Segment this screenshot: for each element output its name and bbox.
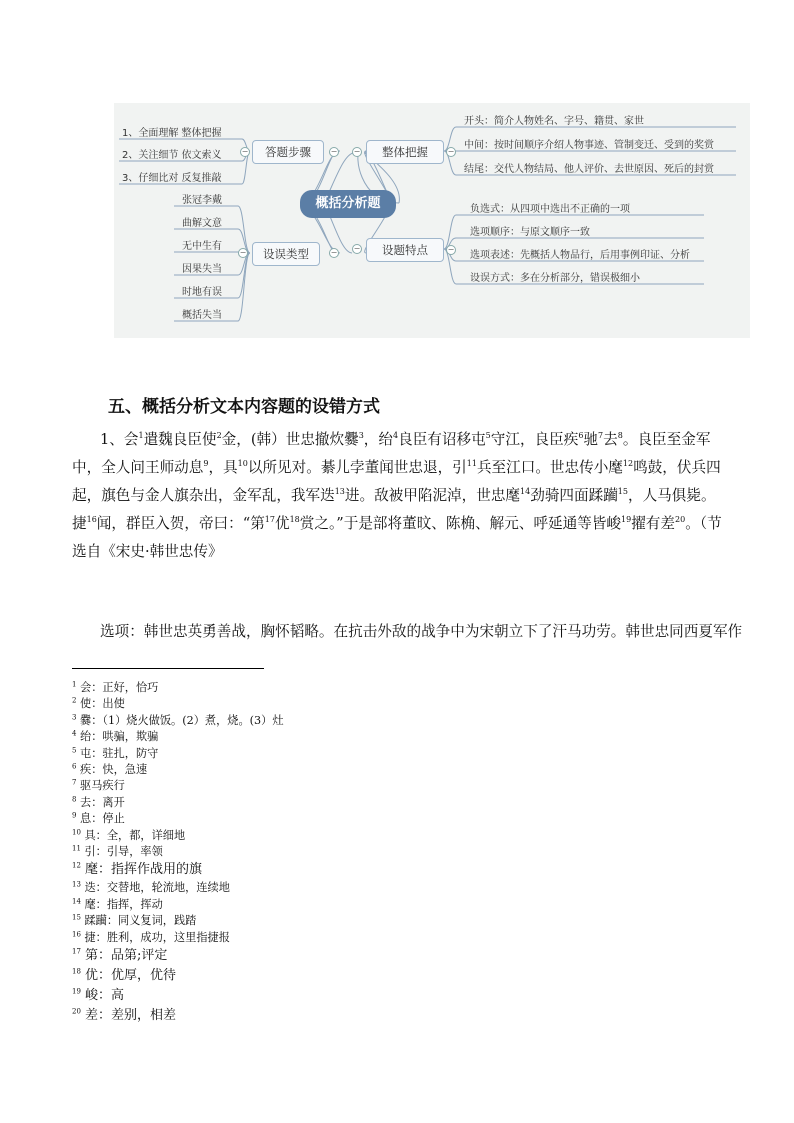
footnote-ref[interactable]: 15	[617, 487, 628, 497]
footnote-text: 疾：快，急速	[76, 763, 148, 777]
footnote-number: 20	[72, 1007, 81, 1016]
passage-text: 鸣鼓，伏兵四起，旗色与金人旗杂出，金军乱，我军迭	[72, 459, 721, 504]
footnote-text: 会：正好，恰巧	[76, 681, 159, 694]
collapse-icon[interactable]: −	[330, 248, 338, 257]
passage-text: 以所见对。綦儿孛董闻世忠退，引	[247, 459, 467, 476]
footnote-text: 息：停止	[76, 812, 125, 826]
footnote-ref[interactable]: 17	[264, 515, 275, 525]
mind-map-leaf: 曲解文意	[182, 218, 222, 229]
footnote-text: 绐：哄骗，欺骗	[76, 730, 159, 744]
passage-text: ，人马俱毙。捷	[72, 487, 716, 532]
footnote-item	[72, 713, 672, 729]
mind-map-leaf: 1、全面理解 整体把握	[122, 128, 222, 139]
footnote-item	[72, 930, 672, 946]
footnote-ref[interactable]: 13	[334, 487, 345, 497]
footnote-number: 2	[72, 696, 77, 705]
mind-map-center-node: 概括分析题	[300, 190, 396, 218]
footnote-text: 第：品第;评定	[80, 948, 168, 964]
options-paragraph: 选项：韩世忠英勇善战，胸怀韬略。在抗击外敌的战争中为宋朝立下了汗马功劳。韩世忠同西夏军作	[100, 623, 743, 640]
passage-text: 守江，良臣疾	[490, 431, 579, 448]
footnote-ref[interactable]: 19	[621, 515, 632, 525]
footnote-ref[interactable]: 4	[393, 431, 399, 441]
passage-text: 遣魏良臣使	[143, 431, 217, 448]
footnote-number: 13	[72, 880, 81, 889]
footnote-item	[72, 778, 672, 794]
footnote-number: 15	[72, 913, 81, 922]
mind-map-leaf: 时地有误	[182, 287, 222, 298]
mind-map-leaf: 选项表述：先概括人物品行，后用事例印证、分析	[470, 250, 690, 261]
footnote-item	[72, 897, 672, 913]
collapse-icon[interactable]: −	[241, 147, 249, 156]
footnote-number: 9	[72, 811, 77, 820]
footnote-number: 16	[72, 929, 81, 938]
footnote-ref[interactable]: 11	[466, 459, 477, 469]
footnote-text: 捷：胜利，成功，这里指捷报	[80, 930, 230, 944]
collapse-icon[interactable]: −	[239, 248, 247, 257]
footnote-text: 迭：交替地，轮流地，连续地	[80, 881, 230, 895]
passage-text: 劲骑四面蹂躏	[530, 487, 618, 504]
footnote-text: 蹂躏：同义复词，践踏	[80, 914, 197, 928]
footnote-text: 麾：指挥作战用的旗	[80, 862, 203, 878]
passage-text: 擢有差	[631, 515, 675, 532]
footnote-ref[interactable]: 14	[520, 487, 531, 497]
footnote-text: 优：优厚，优待	[80, 968, 177, 984]
passage-text: 1、会	[100, 431, 139, 448]
footnote-item	[72, 913, 672, 929]
mind-map-leaf: 结尾：交代人物结局、他人评价、去世原因、死后的封赏	[464, 164, 714, 175]
footnote-ref[interactable]: 12	[622, 459, 634, 469]
footnote-text: 驱马疾行	[76, 779, 125, 793]
collapse-icon[interactable]: −	[447, 147, 455, 156]
footnote-number: 12	[72, 862, 81, 871]
passage-text: 去	[603, 431, 618, 448]
footnote-number: 4	[72, 729, 77, 738]
mind-map-leaf: 开头：简介人物姓名、字号、籍贯、家世	[464, 116, 644, 127]
footnote-ref[interactable]: 10	[237, 459, 248, 469]
collapse-icon[interactable]: −	[353, 244, 361, 253]
footnote-divider	[72, 668, 264, 669]
footnote-ref[interactable]: 9	[203, 459, 209, 469]
footnote-item	[72, 986, 672, 1006]
footnote-text: 麾：指挥，挥动	[80, 897, 163, 911]
footnote-number: 7	[72, 778, 77, 787]
footnote-item	[72, 880, 672, 896]
footnote-ref[interactable]: 6	[578, 431, 584, 441]
footnote-number: 17	[72, 947, 81, 956]
passage-text: 兵至江口。世忠传小麾	[476, 459, 623, 476]
footnote-number: 10	[72, 827, 81, 836]
footnote-ref[interactable]: 20	[675, 515, 686, 525]
footnote-ref[interactable]: 7	[598, 431, 604, 441]
mind-map-leaf: 因果失当	[182, 264, 222, 275]
footnote-item	[72, 811, 672, 827]
mind-map-leaf: 概括失当	[182, 310, 222, 321]
collapse-icon[interactable]: −	[447, 245, 455, 254]
footnote-text: 引：引导，率领	[80, 845, 163, 859]
footnote-number: 14	[72, 897, 81, 906]
footnote-ref[interactable]: 1	[138, 431, 144, 441]
footnote-number: 19	[72, 987, 81, 996]
mind-map-branch-question-features: 设题特点	[366, 238, 444, 262]
mind-map-leaf: 3、仔细比对 反复推敲	[122, 173, 222, 184]
footnote-item	[72, 696, 672, 712]
passage-text: 优	[274, 515, 290, 532]
mind-map-leaf: 中间：按时间顺序介绍人物事迹、管制变迁、受到的奖赏	[464, 140, 714, 151]
passage-text: 。（节选自《宋史·韩世忠传》	[72, 515, 722, 560]
footnote-item	[72, 1006, 672, 1026]
footnote-ref[interactable]: 2	[216, 431, 222, 441]
passage-text: 驰	[583, 431, 599, 448]
footnote-item	[72, 966, 672, 986]
mind-map-branch-answer-steps: 答题步骤	[252, 140, 324, 164]
collapse-icon[interactable]: −	[353, 147, 361, 156]
mind-map-leaf: 负选式：从四项中选出不正确的一项	[470, 204, 630, 215]
footnote-ref[interactable]: 16	[86, 515, 97, 525]
footnote-ref[interactable]: 3	[358, 431, 364, 441]
passage-text: ，具	[208, 459, 238, 476]
footnote-item	[72, 795, 672, 811]
footnote-ref[interactable]: 5	[485, 431, 491, 441]
footnote-text: 爨：（1）烧火做饭。(2）煮，烧。(3）灶	[76, 713, 284, 727]
footnote-ref[interactable]: 18	[289, 515, 300, 525]
footnote-text: 屯：驻扎，防守	[76, 746, 159, 760]
footnote-item	[72, 860, 672, 880]
mind-map	[114, 103, 750, 338]
footnote-item	[72, 844, 672, 860]
passage-text: 良臣有诏移屯	[398, 431, 486, 448]
passage-text: 闻，群臣入贺，帝曰：“第	[96, 515, 265, 532]
footnote-item	[72, 762, 672, 778]
footnotes-list	[72, 680, 672, 1026]
mind-map-leaf: 设误方式：多在分析部分，错误极细小	[470, 273, 640, 284]
footnote-number: 18	[72, 967, 81, 976]
footnote-number: 1	[72, 680, 77, 689]
footnote-item	[72, 746, 672, 762]
mind-map-leaf: 选项顺序：与原文顺序一致	[470, 227, 590, 238]
passage-text: 。良臣至金军中，全人问王师动息	[72, 431, 711, 476]
footnote-item	[72, 729, 672, 745]
passage-text: 进。敌被甲陷泥淖，世忠麾	[344, 487, 521, 504]
footnote-text: 峻：高	[80, 988, 125, 1004]
footnote-text: 差：差别，相差	[80, 1008, 177, 1024]
footnote-number: 11	[72, 844, 81, 853]
footnote-text: 去：离开	[76, 795, 125, 809]
mind-map-leaf: 张冠李戴	[182, 195, 222, 206]
section-title: 五、概括分析文本内容题的设错方式	[108, 397, 380, 417]
mind-map-leaf: 2、关注细节 依文索义	[122, 150, 222, 161]
collapse-icon[interactable]: −	[330, 147, 338, 156]
mind-map-branch-overall-grasp: 整体把握	[366, 140, 444, 164]
footnote-item	[72, 828, 672, 844]
footnote-text: 具：全，都，详细地	[80, 828, 186, 842]
footnote-item	[72, 680, 672, 696]
footnote-number: 5	[72, 745, 77, 754]
passage-text: 金，(韩）世忠撤炊爨	[221, 431, 359, 448]
footnote-number: 6	[72, 762, 77, 771]
passage-paragraph	[72, 426, 724, 566]
footnote-item	[72, 946, 672, 966]
passage-text: 赏之。”于是部将董旼、陈桷、解元、呼延通等皆峻	[299, 515, 622, 532]
footnote-ref[interactable]: 8	[617, 431, 623, 441]
mind-map-branch-error-types: 设误类型	[252, 242, 320, 266]
footnote-text: 使：出使	[76, 697, 125, 711]
passage-text: ，绐	[363, 431, 393, 448]
footnote-number: 8	[72, 795, 77, 804]
mind-map-leaf: 无中生有	[182, 241, 222, 252]
footnote-number: 3	[72, 713, 77, 722]
